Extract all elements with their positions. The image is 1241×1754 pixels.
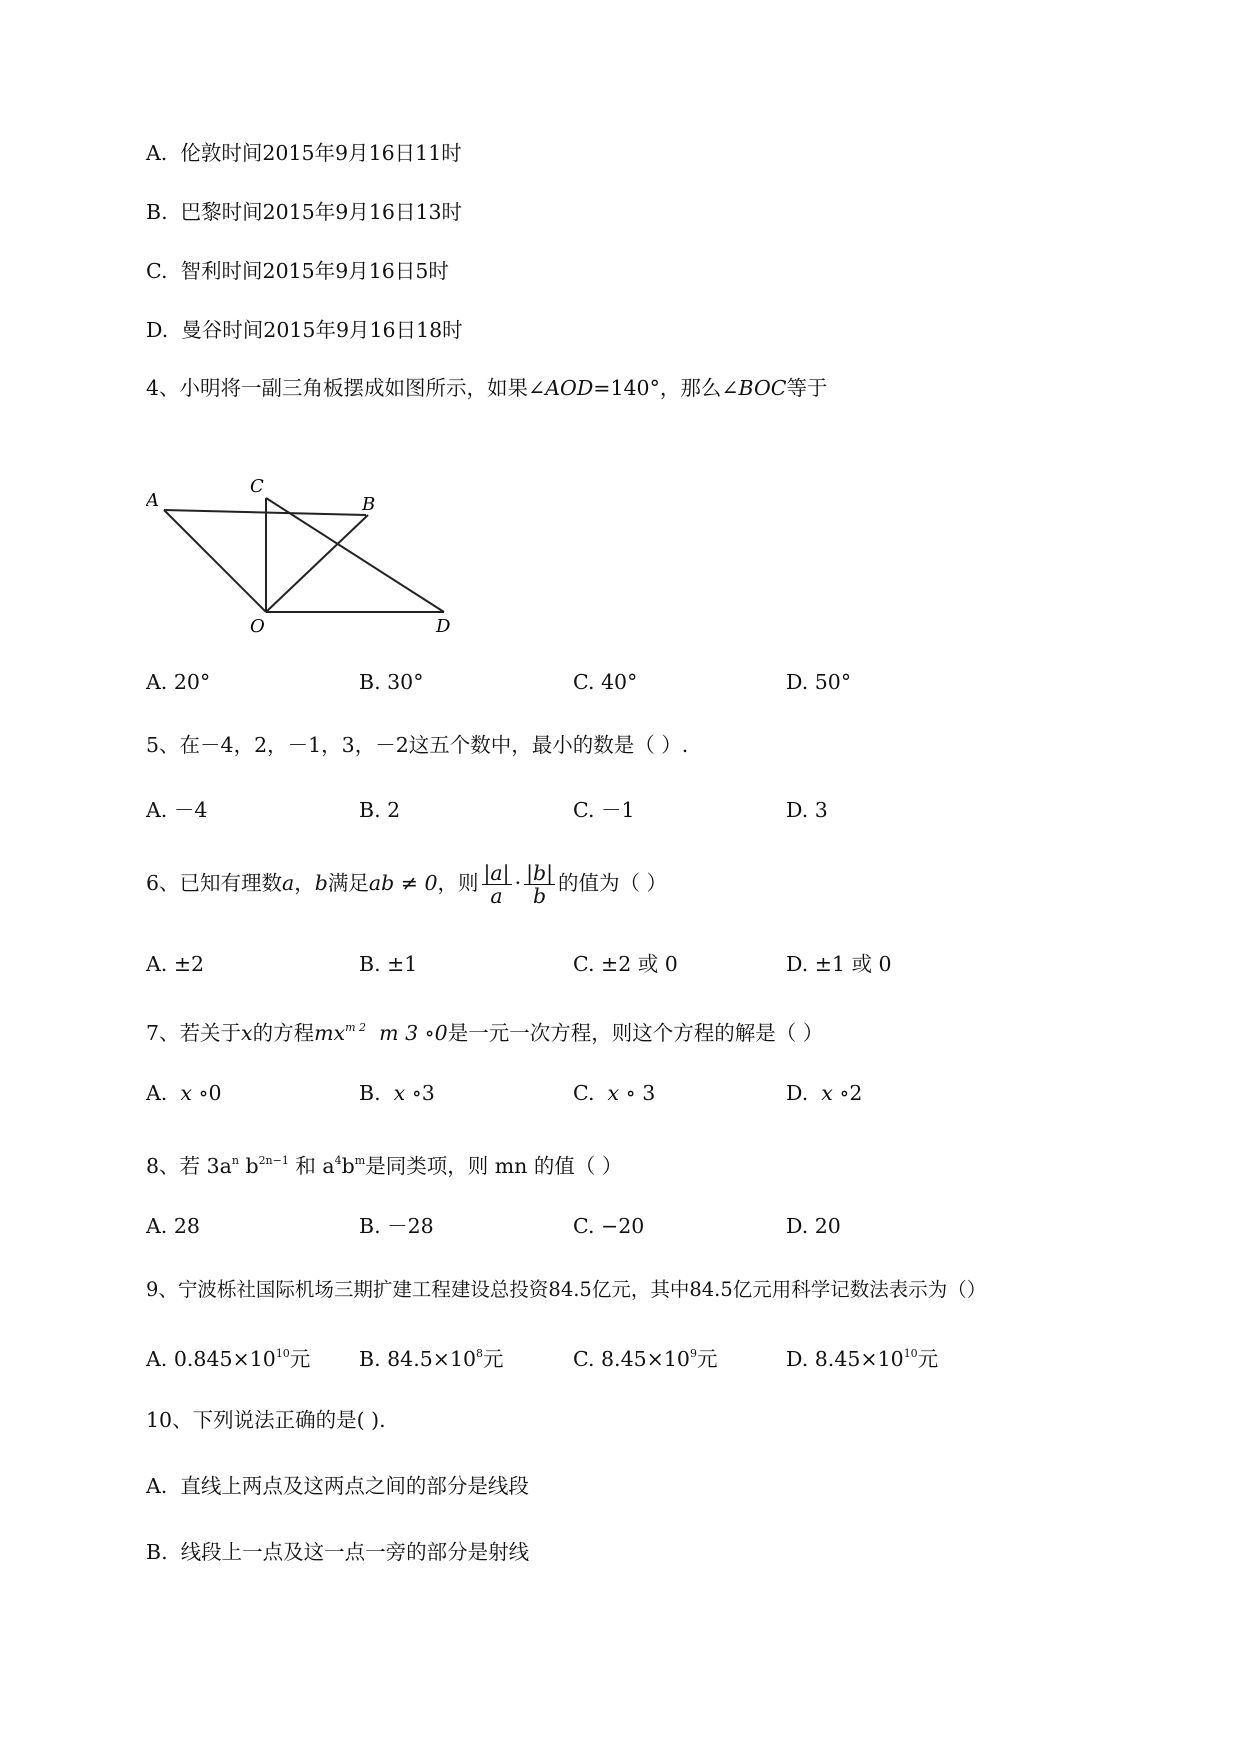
- q7-mid: 的方程: [252, 1021, 315, 1045]
- fraction-numerator: |b|: [526, 861, 554, 885]
- option-text: 2: [387, 798, 401, 822]
- option-var: x: [180, 1081, 192, 1105]
- option-label: B.: [359, 1214, 381, 1238]
- q5-option-a: [146, 796, 207, 824]
- q8-sup2: 2n−1: [258, 1154, 289, 1167]
- option-text: 20°: [173, 670, 211, 694]
- option-label: C.: [573, 1081, 595, 1105]
- option-label: D.: [786, 1214, 809, 1238]
- option-text: 伦敦时间2015年9月16日11时: [180, 141, 462, 165]
- q9-option-d: [786, 1340, 938, 1373]
- option-label: C.: [573, 670, 595, 694]
- q3-option-b: [146, 198, 462, 226]
- option-var: x: [821, 1081, 833, 1105]
- q8-option-b: [359, 1212, 434, 1240]
- q8-option-c: [573, 1212, 644, 1240]
- option-var: x: [393, 1081, 406, 1105]
- q7-option-c: [573, 1079, 655, 1107]
- option-text: 30°: [387, 670, 424, 694]
- option-text: 线段上一点及这一点一旁的部分是射线: [180, 1540, 530, 1564]
- q6-fraction-b: [524, 862, 555, 907]
- q7-equation-rest: m 3 ∘0: [379, 1021, 448, 1045]
- option-label: B.: [359, 798, 381, 822]
- option-unit: 元: [917, 1347, 939, 1371]
- option-label: A.: [146, 1081, 168, 1105]
- option-label: B.: [359, 952, 381, 976]
- q4-stem: [146, 374, 827, 402]
- q8-part2: b: [238, 1154, 259, 1178]
- q6-cond-text: 满足: [327, 871, 369, 895]
- q10-stem: 10、下列说法正确的是( ).: [146, 1408, 386, 1432]
- figure-label-d: D: [436, 616, 451, 634]
- option-label: A.: [146, 1347, 168, 1371]
- option-text: 50°: [814, 670, 852, 694]
- fraction-denominator: a: [490, 884, 503, 908]
- q5-option-c: [573, 796, 635, 824]
- q8-part4: b: [341, 1154, 355, 1178]
- q7-option-a: [146, 1079, 222, 1107]
- q7-stem: [146, 1014, 823, 1047]
- option-label: D.: [786, 670, 809, 694]
- q6-option-a: [146, 950, 204, 978]
- q7-suffix: 是一元一次方程，则这个方程的解是（ ）: [447, 1021, 824, 1045]
- q7-option-d: [786, 1079, 862, 1107]
- q10-option-b: [146, 1538, 529, 1566]
- q4-option-a: [146, 668, 210, 696]
- q8-option-a: [146, 1212, 200, 1240]
- q8-sup3: 4: [334, 1154, 342, 1167]
- option-label: C.: [573, 952, 595, 976]
- q7-exponent: m 2: [345, 1021, 367, 1034]
- q9-option-c: [573, 1340, 717, 1373]
- option-base: 0.845×10: [173, 1347, 276, 1371]
- option-text: 3: [814, 798, 828, 822]
- q6-stem: [146, 858, 667, 908]
- q5-stem: 5、在－4，2，－1，3，－2这五个数中，最小的数是（ ）.: [146, 733, 689, 757]
- q6-option-b: [359, 950, 417, 978]
- q3-option-c: [146, 257, 449, 285]
- option-text: ±1 或 0: [814, 952, 892, 976]
- option-text: ∘0: [198, 1081, 222, 1105]
- q8-sup4: m: [354, 1154, 366, 1167]
- option-text: ±2: [173, 952, 205, 976]
- q4-triangle-figure: [146, 478, 458, 634]
- q8-part1: 8、若 3a: [146, 1154, 232, 1178]
- figure-label-o: O: [250, 616, 265, 634]
- q5-option-d: [786, 796, 828, 824]
- option-label: C.: [573, 1347, 595, 1371]
- figure-label-a: A: [146, 490, 159, 511]
- q4-option-c: [573, 668, 637, 696]
- q6-var-b: b: [314, 871, 328, 895]
- option-text: 曼谷时间2015年9月16日18时: [181, 318, 463, 342]
- q6-suffix: 的值为（ ）: [558, 871, 668, 895]
- option-label: A.: [146, 952, 168, 976]
- option-text: －28: [387, 1214, 434, 1238]
- option-unit: 元: [696, 1347, 718, 1371]
- option-exponent: 10: [903, 1347, 918, 1360]
- option-label: A.: [146, 670, 168, 694]
- option-label: D.: [786, 798, 809, 822]
- option-base: 84.5×10: [387, 1347, 477, 1371]
- q10-option-a: [146, 1472, 529, 1500]
- option-label: C.: [146, 259, 168, 283]
- q8-option-d: [786, 1212, 841, 1240]
- q5-option-b: [359, 796, 400, 824]
- option-text: ±1: [387, 952, 418, 976]
- q3-option-d: [146, 316, 463, 344]
- q4-middle: =140°，那么∠: [593, 376, 739, 400]
- q4-angle-boc: BOC: [738, 376, 787, 400]
- option-base: 8.45×10: [601, 1347, 690, 1371]
- option-label: B.: [359, 670, 381, 694]
- option-label: B.: [146, 1540, 168, 1564]
- q6-option-c: [573, 950, 678, 978]
- option-unit: 元: [483, 1347, 504, 1371]
- q7-prefix: 7、若关于: [146, 1021, 242, 1045]
- option-label: A.: [146, 798, 168, 822]
- option-label: D.: [146, 318, 169, 342]
- q4-option-b: [359, 668, 423, 696]
- option-text: 智利时间2015年9月16日5时: [180, 259, 449, 283]
- option-text: ∘ 3: [625, 1081, 656, 1105]
- option-base: 8.45×10: [814, 1347, 904, 1371]
- q8-stem: [146, 1147, 622, 1180]
- figure-label-c: C: [250, 478, 264, 497]
- q6-condition: ab ≠ 0: [368, 871, 438, 895]
- q3-option-a: [146, 139, 462, 167]
- option-label: D.: [786, 1347, 809, 1371]
- option-text: 40°: [601, 670, 638, 694]
- q9-option-a: [146, 1340, 310, 1373]
- option-label: A.: [146, 1474, 168, 1498]
- option-text: －4: [173, 798, 208, 822]
- option-text: 28: [173, 1214, 200, 1238]
- option-text: －1: [601, 798, 635, 822]
- q9-stem: 9、宁波栎社国际机场三期扩建工程建设总投资84.5亿元，其中84.5亿元用科学记数法表示为（）: [146, 1278, 987, 1301]
- q8-part5: 是同类项，则 mn 的值（ ）: [365, 1154, 623, 1178]
- q7-var-x: x: [241, 1021, 253, 1045]
- option-label: C.: [573, 798, 595, 822]
- q4-suffix: 等于: [786, 376, 828, 400]
- figure-label-b: B: [362, 494, 376, 515]
- option-label: B.: [359, 1081, 381, 1105]
- q8-sup1: n: [231, 1154, 239, 1167]
- option-text: ±2 或 0: [601, 952, 678, 976]
- q4-option-d: [786, 668, 851, 696]
- option-label: D.: [786, 952, 809, 976]
- q6-then: ，则: [437, 871, 479, 895]
- q6-dot: ·: [514, 871, 522, 895]
- option-label: C.: [573, 1214, 595, 1238]
- option-unit: 元: [289, 1347, 311, 1371]
- option-exponent: 8: [476, 1347, 484, 1360]
- q8-part3: 和 a: [288, 1154, 335, 1178]
- option-label: A.: [146, 141, 168, 165]
- option-label: B.: [359, 1347, 381, 1371]
- option-label: D.: [786, 1081, 809, 1105]
- option-text: −20: [601, 1214, 645, 1238]
- option-exponent: 10: [275, 1347, 290, 1360]
- option-text: 20: [814, 1214, 841, 1238]
- q6-option-d: [786, 950, 892, 978]
- option-text: ∘3: [411, 1081, 435, 1105]
- q7-equation: mx: [314, 1021, 346, 1045]
- q6-var-a: a: [282, 871, 295, 895]
- q9-option-b: [359, 1340, 504, 1373]
- option-text: ∘2: [839, 1081, 863, 1105]
- q6-prefix: 6、已知有理数: [146, 871, 283, 895]
- q4-angle-aod: AOD: [545, 376, 594, 400]
- q6-sep: ，: [294, 871, 315, 895]
- q4-prefix: 4、小明将一副三角板摆成如图所示，如果∠: [146, 376, 546, 400]
- fraction-denominator: b: [533, 884, 547, 908]
- option-label: A.: [146, 1214, 168, 1238]
- option-label: B.: [146, 200, 168, 224]
- option-exponent: 9: [689, 1347, 697, 1360]
- fraction-numerator: |a|: [483, 861, 510, 885]
- option-text: 巴黎时间2015年9月16日13时: [180, 200, 463, 224]
- q6-fraction-a: [482, 862, 512, 907]
- option-text: 直线上两点及这两点之间的部分是线段: [180, 1474, 529, 1498]
- option-var: x: [607, 1081, 620, 1105]
- q7-option-b: [359, 1079, 435, 1107]
